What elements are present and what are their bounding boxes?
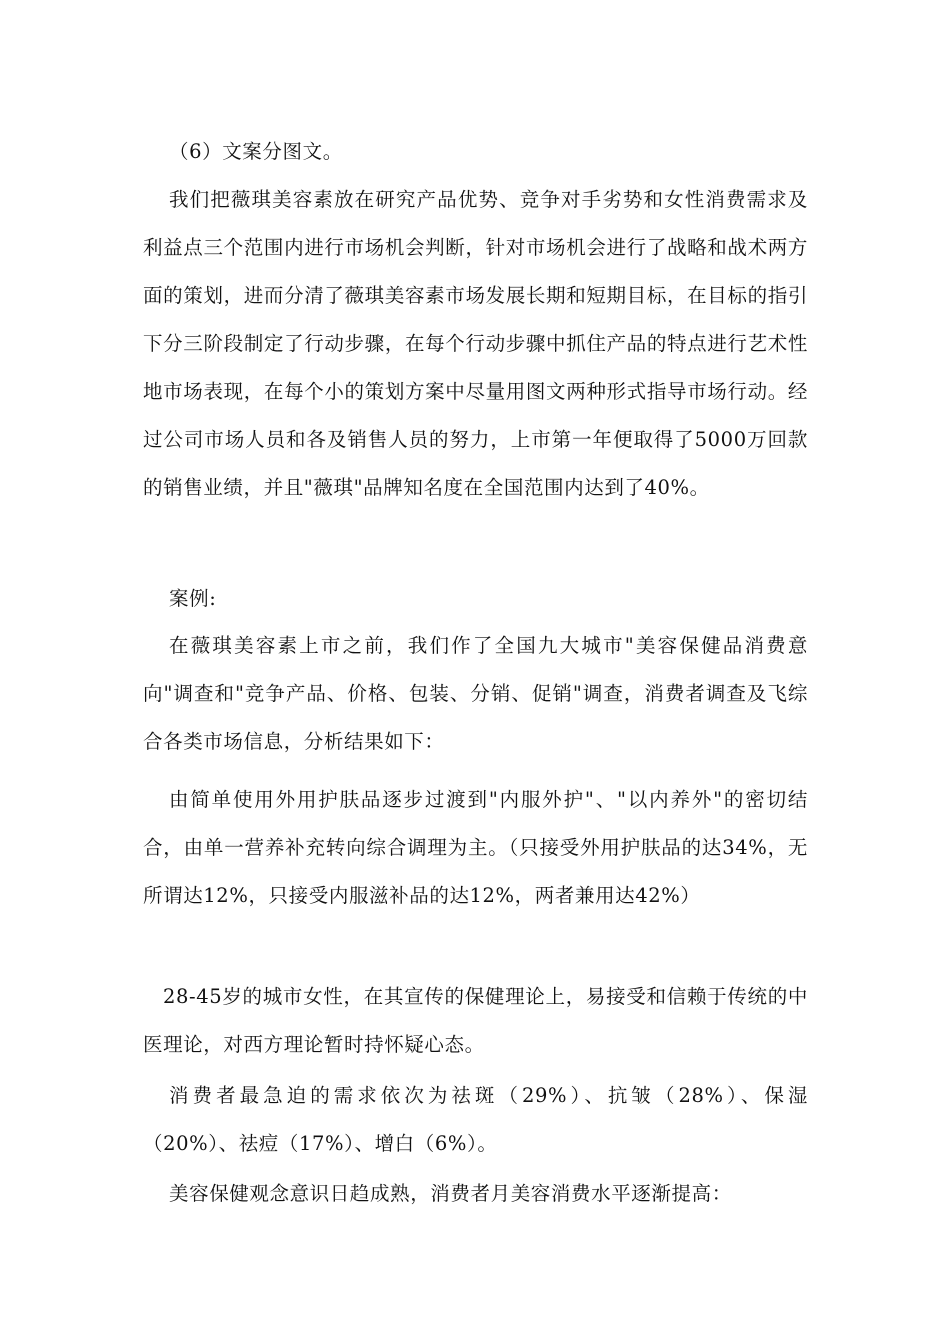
paragraph-strategy-summary: 我们把薇琪美容素放在研究产品优势、竞争对手劣势和女性消费需求及利益点三个范围内进行市场机会判断，针对市场机会进行了战略和战术两方面的策划，进而分清了薇琪美容素市场发展长期和短期目标，在目标的指引下分三阶段制定了行动步骤，在每个行动步骤中抓住产品的特点进行艺术性地市场表现，在每个小的策划方案中尽量用图文两种形式指导市场行动。经过公司市场人员和各及销售人员的努力，上市第一年便取得了5000万回款的销售业绩，并且"薇琪"品牌知名度在全国范围内达到了40%。 <box>143 188 808 499</box>
paragraph-case-label: 案例: <box>169 587 217 610</box>
paragraph-finding-age: 28-45岁的城市女性，在其宣传的保健理论上，易接受和信赖于传统的中医理论，对西方理论暂时持怀疑心态。 <box>143 985 808 1056</box>
paragraph-finding-usage: 由简单使用外用护肤品逐步过渡到"内服外护"、"以内养外"的密切结合，由单一营养补充转向综合调理为主。（只接受外用护肤品的达34%，无所谓达12%，只接受内服滋补品的达12%，两者兼用达42%） <box>143 788 808 907</box>
paragraph-finding-spending: 美容保健观念意识日趋成熟，消费者月美容消费水平逐渐提高： <box>169 1182 732 1205</box>
paragraph-section-heading: （6）文案分图文。 <box>169 140 343 163</box>
paragraph-finding-needs: 消费者最急迫的需求依次为祛斑（29%）、抗皱（28%）、保湿（20%）、祛痘（17%）、增白（6%）。 <box>143 1084 808 1155</box>
paragraph-survey-intro: 在薇琪美容素上市之前，我们作了全国九大城市"美容保健品消费意向"调查和"竞争产品、价格、包装、分销、促销"调查，消费者调查及飞综合各类市场信息，分析结果如下： <box>143 634 808 753</box>
